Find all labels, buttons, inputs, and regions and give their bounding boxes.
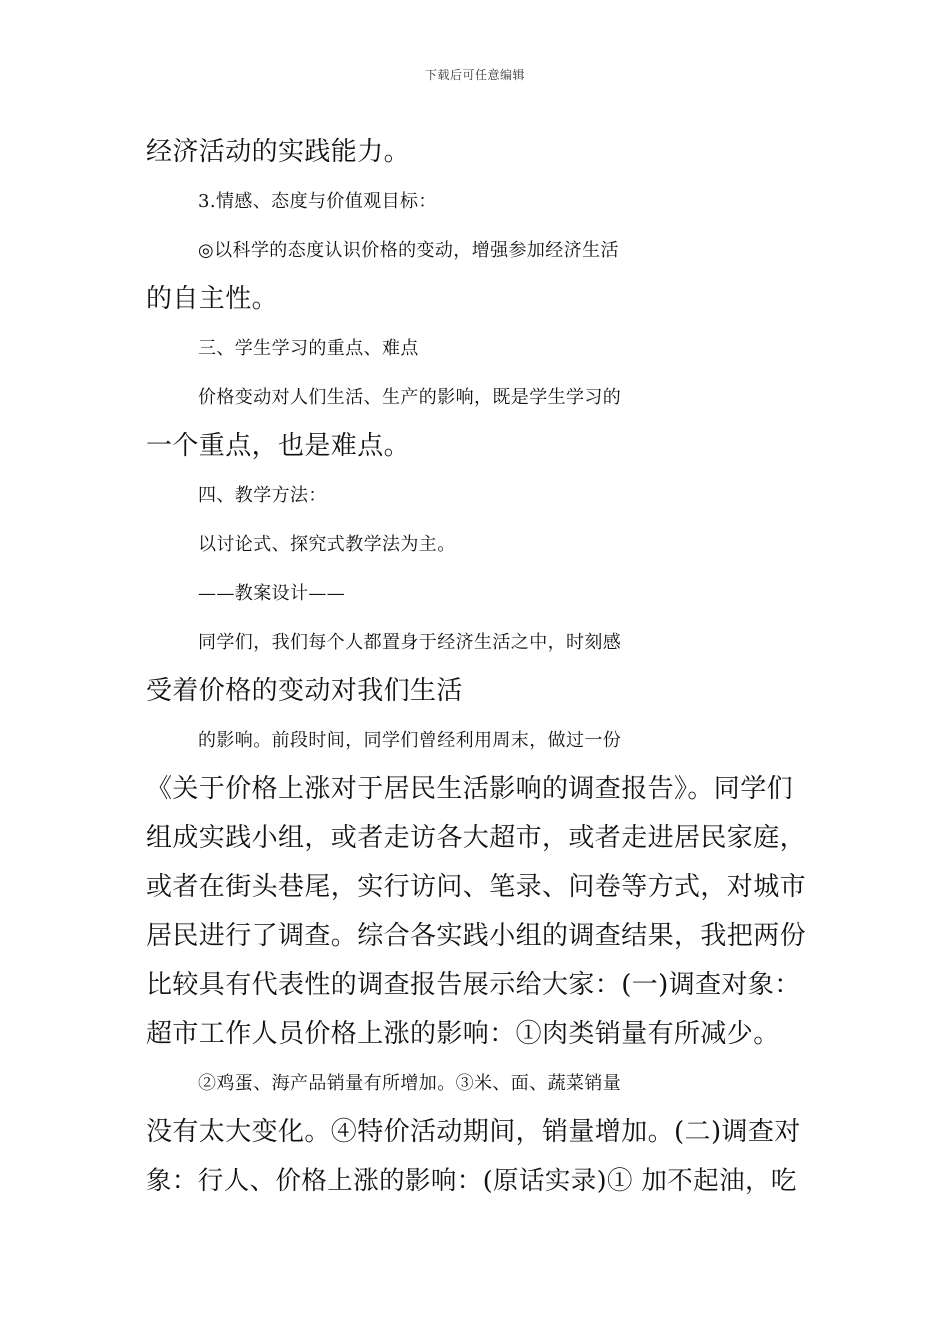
text-line: 组成实践小组，或者走访各大超市，或者走进居民家庭，: [146, 823, 807, 853]
text-line: 经济活动的实践能力。: [146, 137, 411, 167]
text-line: ——教案设计——: [198, 583, 346, 604]
text-line: 价格变动对人们生活、生产的影响，既是学生学习的: [198, 387, 622, 408]
text-line: 同学们，我们每个人都置身于经济生活之中，时刻感: [198, 632, 622, 653]
text-line: 象：行人、价格上涨的影响：(原话实录)① 加不起油，吃: [146, 1166, 797, 1196]
text-line: ②鸡蛋、海产品销量有所增加。③米、面、蔬菜销量: [198, 1073, 622, 1094]
document-body: [146, 128, 806, 1206]
text-line: 的影响。前段时间，同学们曾经利用周末，做过一份: [198, 730, 622, 751]
text-line: 居民进行了调查。综合各实践小组的调查结果，我把两份: [146, 921, 807, 951]
text-line: 四、教学方法：: [198, 485, 327, 506]
text-line: 《关于价格上涨对于居民生活影响的调查报告》。同学们: [146, 774, 794, 804]
text-line: 以讨论式、探究式教学法为主。: [198, 534, 456, 555]
text-line: 比较具有代表性的调查报告展示给大家：(一)调查对象：: [146, 970, 801, 1000]
text-line: 或者在街头巷尾，实行访问、笔录、问卷等方式，对城市: [146, 872, 807, 902]
text-line: ◎以科学的态度认识价格的变动，增强参加经济生活: [198, 240, 619, 261]
text-line: 一个重点，也是难点。: [146, 431, 411, 461]
text-line: 的自主性。: [146, 284, 279, 314]
text-line: 受着价格的变动对我们生活: [146, 676, 463, 706]
text-line: 没有太大变化。④特价活动期间，销量增加。(二)调查对: [146, 1117, 801, 1147]
text-line: 3.情感、态度与价值观目标：: [198, 191, 437, 212]
text-line: 超市工作人员价格上涨的影响：①肉类销量有所减少。: [146, 1019, 780, 1049]
page-header: 下载后可任意编辑: [424, 68, 525, 82]
text-line: 三、学生学习的重点、难点: [198, 338, 419, 359]
